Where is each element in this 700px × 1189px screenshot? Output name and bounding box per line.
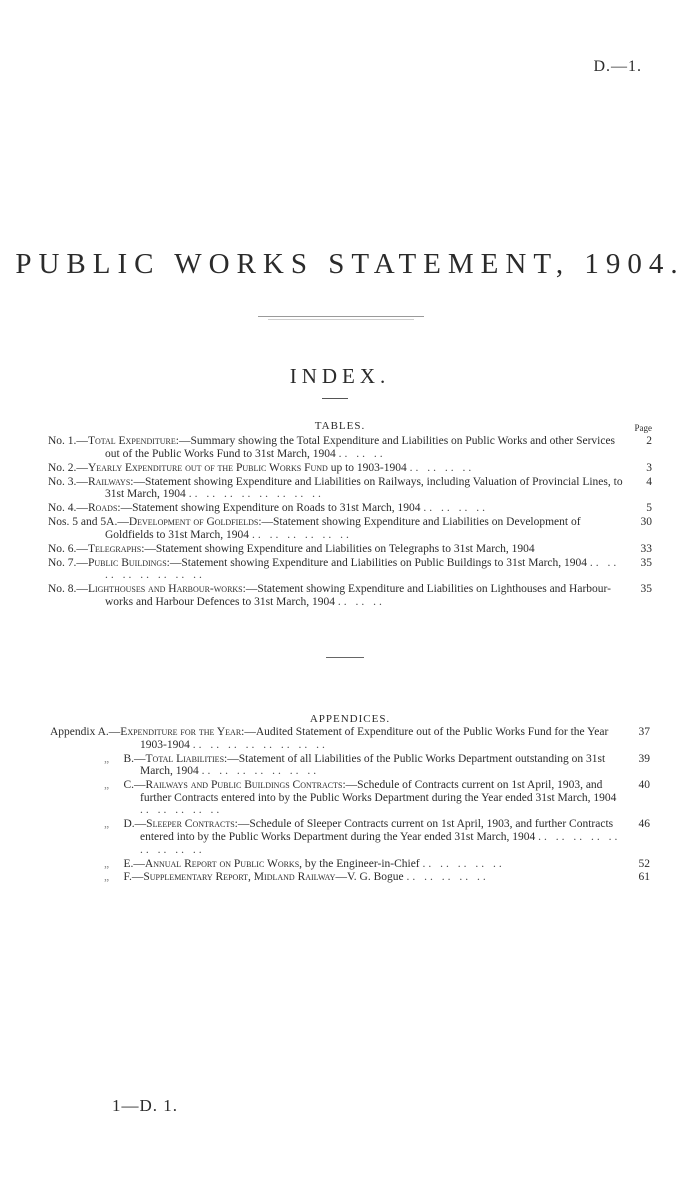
table-entry[interactable]: No. 8.—Lighthouses and Harbour-works:—Statement showing Expenditure and Liabilities on Lighthouses and Harbour-works and Harbour Defences to 31st March, 1904 .. .. .. 35 [48,583,652,608]
page-number: 52 [638,857,650,870]
page-number: 33 [640,542,652,555]
index-title: INDEX. [289,364,391,388]
index-divider [322,398,348,399]
page-column-label: Page [634,423,652,433]
tables-heading: TABLES. [314,420,366,432]
table-entry[interactable]: No. 1.—Total Expenditure:—Summary showing the Total Expenditure and Liabilities on Public Works and other Services out of the Public Works Fund to 31st March, 1904 .. .. .. 2 [48,435,652,460]
table-entry[interactable]: No. 3.—Railways:—Statement showing Expenditure and Liabilities on Railways, including Valuation of Provincial Lines, to 31st March, 1904 .. .. .. .. .. .. .. .. 4 [48,475,652,501]
table-entry[interactable]: Nos. 5 and 5A.—Development of Goldfields:—Statement showing Expenditure and Liabilities on Development of Goldfields to 31st March, 1904 .. .. .. .. .. .. 30 [48,516,652,541]
appendix-entry[interactable]: „ B.—Total Liabilities:—Statement of all Liabilities of the Public Works Department outstanding on 31st March, 1904 .. .. .. .. .. .. .. 39 [104,752,650,778]
table-entry[interactable]: No. 2.—Yearly Expenditure out of the Public Works Fund up to 1903-1904 .. .. .. .. 3 [48,461,652,474]
page-number: 2 [646,435,652,447]
page-number: 37 [638,726,650,738]
appendix-entry[interactable]: „ C.—Railways and Public Buildings Contracts:—Schedule of Contracts current on 1st April, 1903, and further Contracts entered into by the Public Works Department during the Year ended 31st March, 1904 .. .. .. .. .. 40 [104,779,650,817]
page-number: 4 [646,475,652,488]
page-number: 40 [638,779,650,792]
appendices-list [50,726,650,885]
tables-list [48,435,652,610]
page-number: 5 [646,502,652,515]
table-entry[interactable]: No. 7.—Public Buildings:—Statement showing Expenditure and Liabilities on Public Buildings to 31st March, 1904 .. .. .. .. .. .. .. .. 35 [48,556,652,582]
page-number: 30 [640,516,652,529]
appendix-entry[interactable]: Appendix A.—Expenditure for the Year:—Audited Statement of Expenditure out of the Public Works Fund for the Year 1903-1904 .. .. .. .. .. .. .. .. 37 [50,726,650,751]
page-number: 46 [638,818,650,831]
title-divider-faint [268,319,414,320]
title-divider [258,316,424,317]
page-number: 61 [638,871,650,884]
appendix-entry[interactable]: „ F.—Supplementary Report, Midland Railway—V. G. Bogue .. .. .. .. .. 61 [104,871,650,884]
document-reference: D.—1. [593,58,642,75]
footer-signature: 1—D. 1. [112,1096,179,1115]
appendix-entry[interactable]: „ E.—Annual Report on Public Works, by the Engineer-in-Chief .. .. .. .. .. 52 [104,857,650,870]
section-divider [326,657,364,658]
appendices-heading: APPENDICES. [309,713,391,725]
page-number: 3 [646,461,652,474]
appendix-entry[interactable]: „ D.—Sleeper Contracts:—Schedule of Sleeper Contracts current on 1st April, 1903, and further Contracts entered into by the Public Works Department during the Year ended 31st March, 1904 .. .. .. .. .. .. .. .. .. 46 [104,818,650,856]
table-entry[interactable]: No. 4.—Roads:—Statement showing Expenditure on Roads to 31st March, 1904 .. .. .. .. 5 [48,502,652,515]
page-number: 39 [638,752,650,765]
page-number: 35 [640,583,652,596]
page-title: PUBLIC WORKS STATEMENT, 1904. [15,248,685,280]
page-number: 35 [640,556,652,569]
table-entry[interactable]: No. 6.—Telegraphs:—Statement showing Expenditure and Liabilities on Telegraphs to 31st March, 1904 33 [48,542,652,555]
